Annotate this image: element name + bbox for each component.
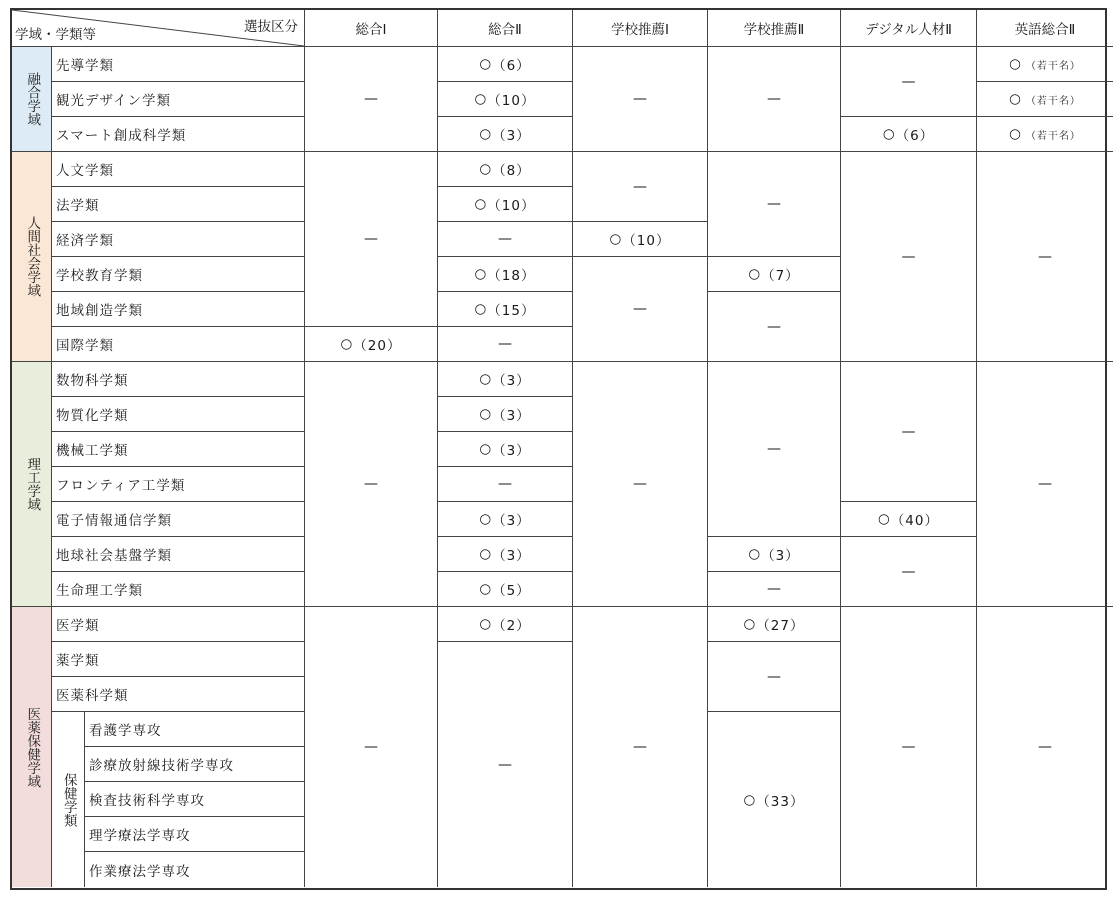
program-label: 理学療法学専攻 <box>85 817 305 852</box>
circle-mark: ○ <box>1009 56 1022 72</box>
circle-mark: ○ <box>479 581 493 597</box>
cell-dash: — <box>977 362 1113 607</box>
quota-count: （3） <box>492 408 531 424</box>
cell-dash: — <box>573 47 708 152</box>
domain-label: 人間社会学域 <box>24 216 41 297</box>
circle-mark: ○ <box>1009 91 1022 107</box>
selection-category-label: 選抜区分 <box>244 19 298 35</box>
quota-count: （10） <box>622 233 671 249</box>
circle-mark: ○ <box>479 371 493 387</box>
quota-count: （27） <box>756 618 805 634</box>
cell-value <box>573 222 708 257</box>
circle-mark: ○ <box>609 231 623 247</box>
col-header-suisen2: 学校推薦Ⅱ <box>708 10 841 47</box>
quota-count: （40） <box>890 513 939 529</box>
cell-dash: — <box>841 152 977 362</box>
quota-count: （8） <box>492 163 531 179</box>
quota-count: （3） <box>492 128 531 144</box>
cell-dash: — <box>438 467 573 502</box>
cell-value <box>438 502 573 537</box>
domain-label: 医薬保健学域 <box>24 706 41 788</box>
cell-value <box>977 47 1113 82</box>
cell-dash: — <box>841 47 977 117</box>
cell-value <box>708 537 841 572</box>
cell-value <box>438 572 573 607</box>
circle-mark: ○ <box>479 406 493 422</box>
col-header-suisen1: 学校推薦Ⅰ <box>573 10 708 47</box>
program-label: 作業療法学専攻 <box>85 852 305 887</box>
circle-mark: ○ <box>878 511 891 527</box>
cell-dash: — <box>708 152 841 257</box>
program-label: 地球社会基盤学類 <box>52 537 305 572</box>
program-label: 観光デザイン学類 <box>52 82 305 117</box>
quota-note: （若干名） <box>1025 60 1081 72</box>
cell-dash: — <box>708 362 841 537</box>
quota-count: （5） <box>492 583 531 599</box>
cell-dash: — <box>438 222 573 257</box>
program-label: 人文学類 <box>52 152 305 187</box>
cell-dash: — <box>438 642 573 887</box>
circle-mark: ○ <box>748 266 762 282</box>
cell-dash: — <box>841 362 977 502</box>
program-label: 学校教育学類 <box>52 257 305 292</box>
program-label: スマート創成科学類 <box>52 117 305 152</box>
sub-group-hoken <box>52 712 85 887</box>
circle-mark: ○ <box>882 126 896 142</box>
cell-value <box>438 82 573 117</box>
cell-dash: — <box>438 327 573 362</box>
cell-value <box>438 292 573 327</box>
circle-mark: ○ <box>479 616 493 632</box>
cell-dash: — <box>305 607 438 887</box>
circle-mark: ○ <box>479 161 493 177</box>
circle-mark: ○ <box>743 616 757 632</box>
quota-count: （10） <box>487 198 536 214</box>
quota-count: （3） <box>492 513 531 529</box>
quota-count: （3） <box>492 548 531 564</box>
circle-mark: ○ <box>474 196 488 212</box>
cell-dash: — <box>841 607 977 887</box>
program-label: 国際学類 <box>52 327 305 362</box>
quota-count: （3） <box>761 548 800 564</box>
cell-value <box>841 502 977 537</box>
domain-ningen <box>12 152 52 362</box>
quota-count: （20） <box>353 338 402 354</box>
quota-count: （7） <box>761 268 800 284</box>
quota-count: （6） <box>492 58 531 74</box>
domain-iyaku <box>12 607 52 887</box>
cell-value <box>708 607 841 642</box>
circle-mark: ○ <box>479 126 493 142</box>
circle-mark: ○ <box>474 91 488 107</box>
cell-value <box>977 82 1113 117</box>
cell-dash: — <box>573 257 708 362</box>
cell-value <box>438 152 573 187</box>
program-label: 電子情報通信学類 <box>52 502 305 537</box>
sub-group-label: 保健学類 <box>60 772 77 827</box>
cell-dash: — <box>573 607 708 887</box>
quota-count: （18） <box>487 268 536 284</box>
domain-yugo <box>12 47 52 152</box>
program-label: 医薬科学類 <box>52 677 305 712</box>
quota-count: （2） <box>492 618 531 634</box>
circle-mark: ○ <box>479 56 493 72</box>
cell-value <box>708 257 841 292</box>
quota-count: （15） <box>487 303 536 319</box>
program-label: 診療放射線技術学専攻 <box>85 747 305 782</box>
circle-mark: ○ <box>479 511 493 527</box>
circle-mark: ○ <box>743 791 757 808</box>
cell-value <box>305 327 438 362</box>
program-label: 物質化学類 <box>52 397 305 432</box>
cell-dash: — <box>573 362 708 607</box>
program-label: 検査技術科学専攻 <box>85 782 305 817</box>
col-header-sogo2: 総合Ⅱ <box>438 10 573 47</box>
cell-dash: — <box>305 362 438 607</box>
program-label: 地域創造学類 <box>52 292 305 327</box>
program-label: フロンティア工学類 <box>52 467 305 502</box>
quota-note: （若干名） <box>1025 95 1081 107</box>
cell-dash: — <box>708 572 841 607</box>
col-header-digital2: デジタル人材Ⅱ <box>841 10 977 47</box>
cell-value <box>438 47 573 82</box>
admissions-table <box>10 8 1107 890</box>
quota-count: （6） <box>895 128 935 144</box>
circle-mark: ○ <box>340 336 354 352</box>
cell-value <box>841 117 977 152</box>
cell-value <box>708 712 841 887</box>
cell-value <box>438 607 573 642</box>
cell-value <box>438 397 573 432</box>
cell-dash: — <box>708 292 841 362</box>
col-header-sogo1: 総合Ⅰ <box>305 10 438 47</box>
cell-value <box>438 362 573 397</box>
cell-value <box>977 117 1113 152</box>
cell-dash: — <box>305 47 438 152</box>
program-label: 看護学専攻 <box>85 712 305 747</box>
quota-count: （3） <box>492 443 531 459</box>
circle-mark: ○ <box>479 441 493 457</box>
program-label: 生命理工学類 <box>52 572 305 607</box>
col-header-english2: 英語総合Ⅱ <box>977 10 1113 47</box>
cell-dash: — <box>841 537 977 607</box>
cell-dash: — <box>1038 739 1052 755</box>
circle-mark: ○ <box>474 301 488 317</box>
cell-dash: — <box>573 152 708 222</box>
program-label: 経済学類 <box>52 222 305 257</box>
quota-count: （10） <box>487 93 536 109</box>
program-label: 先導学類 <box>52 47 305 82</box>
circle-mark: ○ <box>1009 126 1022 142</box>
corner-header <box>12 10 305 47</box>
quota-count: （3） <box>492 373 531 389</box>
circle-mark: ○ <box>479 546 493 562</box>
cell-dash: — <box>708 642 841 712</box>
cell-value <box>438 187 573 222</box>
program-label: 機械工学類 <box>52 432 305 467</box>
cell-dash: — <box>305 152 438 327</box>
circle-mark: ○ <box>474 266 488 282</box>
circle-mark: ○ <box>748 546 762 562</box>
quota-count: （33） <box>756 793 805 810</box>
program-label: 医学類 <box>52 607 305 642</box>
program-label: 薬学類 <box>52 642 305 677</box>
cell-value <box>438 432 573 467</box>
cell-value <box>438 257 573 292</box>
program-label: 法学類 <box>52 187 305 222</box>
domain-program-label: 学域・学類等 <box>15 27 96 43</box>
domain-label: 融合学域 <box>24 72 41 126</box>
domain-label: 理工学域 <box>24 457 41 511</box>
cell-dash: — <box>708 47 841 152</box>
domain-riko <box>12 362 52 607</box>
cell-value <box>438 117 573 152</box>
cell-dash: — <box>977 152 1113 362</box>
cell-value <box>438 537 573 572</box>
program-label: 数物科学類 <box>52 362 305 397</box>
quota-note: （若干名） <box>1025 130 1081 142</box>
